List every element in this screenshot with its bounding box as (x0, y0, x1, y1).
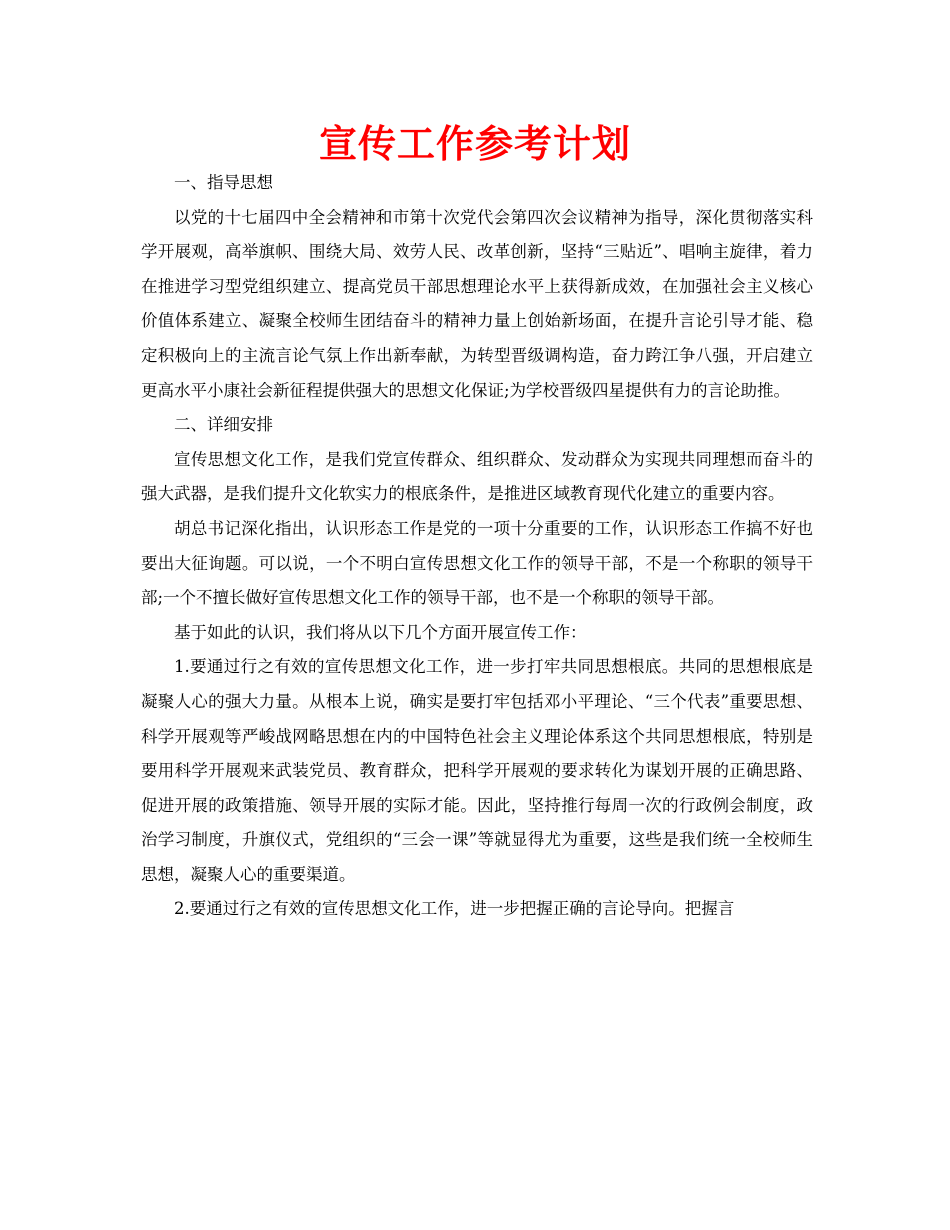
paragraph: 基于如此的认识，我们将从以下几个方面开展宣传工作： (174, 622, 587, 642)
section-heading-detailed-arrangement: 二、详细安排 (174, 415, 273, 435)
document-body (141, 166, 813, 927)
paragraph: 宣传思想文化工作，是我们党宣传群众、组织群众、发动群众为实现共同理想而奋斗的强大武器，是我们提升文化软实力的根底条件，是推进区域教育现代化建立的重要内容。 (141, 449, 813, 504)
section-heading-guiding-ideology: 一、指导思想 (174, 173, 273, 192)
document-title: 宣传工作参考计划 (318, 121, 631, 166)
paragraph: 胡总书记深化指出，认识形态工作是党的一项十分重要的工作，认识形态工作搞不好也要出大征询题。可以说，一个不明白宣传思想文化工作的领导干部，不是一个称职的领导干部;一个不擅长做好宣传思想文化工作的领导干部，也不是一个称职的领导干部。 (141, 518, 813, 608)
paragraph: 以党的十七届四中全会精神和市第十次党代会第四次会议精神为指导，深化贯彻落实科学开展观，高举旗帜、围绕大局、效劳人民、改革创新，坚持“三贴近”、唱响主旋律，着力在推进学习型党组织建立、提高党员干部思想理论水平上获得新成效，在加强社会主义核心价值体系建立、凝聚全校师生团结奋斗的精神力量上创始新场面，在提升言论引导才能、稳定积极向上的主流言论气氛上作出新奉献，为转型晋级调构造，奋力跨江争八强，开启建立更高水平小康社会新征程提供强大的思想文化保证;为学校晋级四星提供有力的言论助推。 (141, 207, 813, 400)
numbered-paragraph-2: 2.要通过行之有效的宣传思想文化工作，进一步把握正确的言论导向。把握言 (174, 899, 735, 919)
numbered-paragraph-1: 1.要通过行之有效的宣传思想文化工作，进一步打牢共同思想根底。共同的思想根底是凝聚人心的强大力量。从根本上说，确实是要打牢包括邓小平理论、“三个代表”重要思想、科学开展观等严峻战网略思想在内的中国特色社会主义理论体系这个共同思想根底，特别是要用科学开展观来武装党员、教育群众，把科学开展观的要求转化为谋划开展的正确思路、促进开展的政策措施、领导开展的实际才能。因此，坚持推行每周一次的行政例会制度，政治学习制度，升旗仪式，党组织的“三会一课”等就显得尤为重要，这些是我们统一全校师生思想，凝聚人心的重要渠道。 (141, 657, 813, 884)
